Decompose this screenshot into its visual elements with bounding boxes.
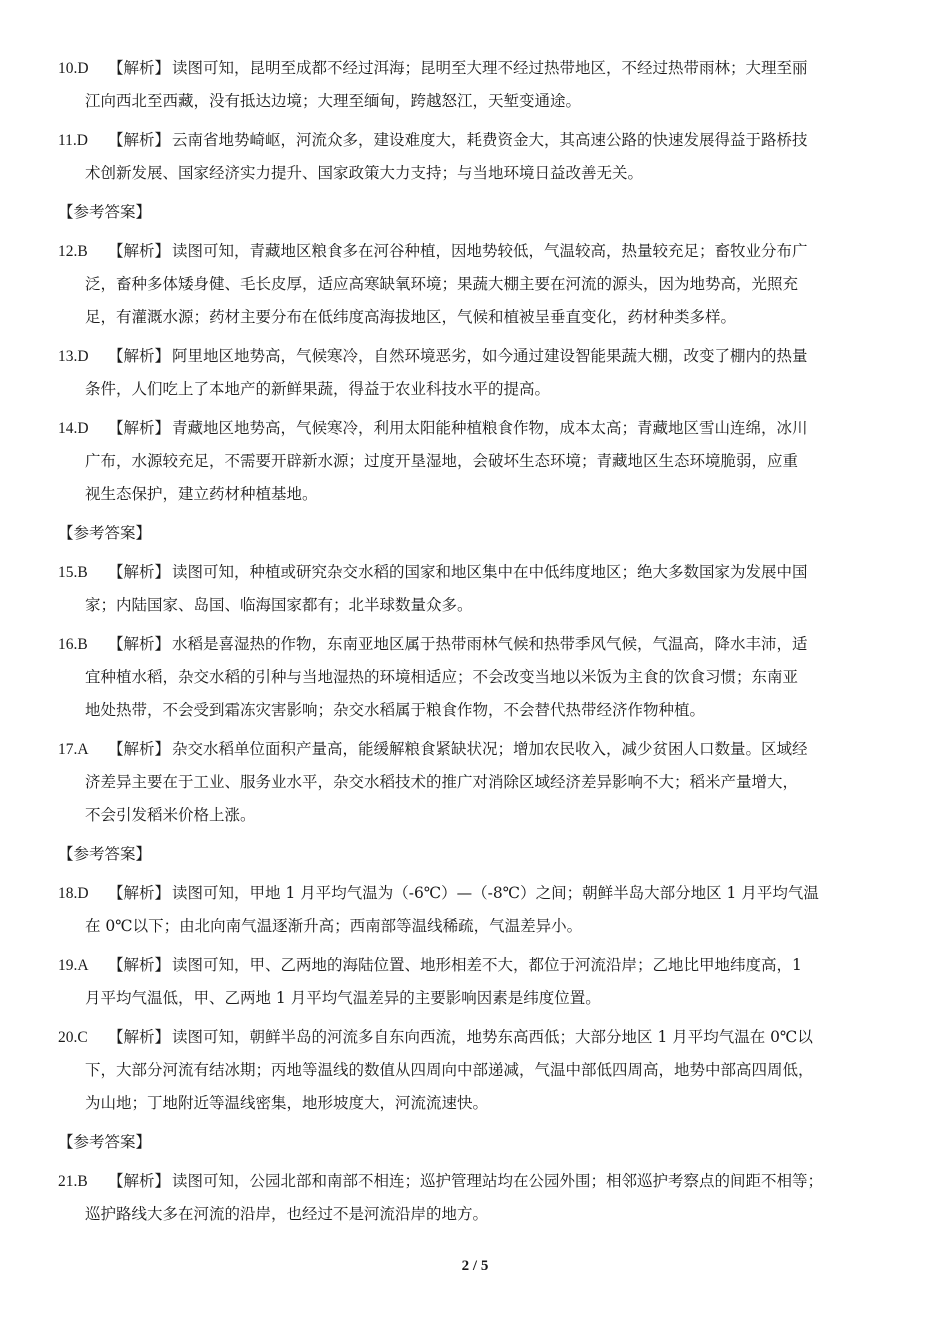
answer-item <box>58 628 892 727</box>
answer-text: 条件，人们吃上了本地产的新鲜果蔬，得益于农业科技水平的提高。 <box>85 380 551 398</box>
answer-line <box>58 877 892 910</box>
answer-text: 术创新发展、国家经济实力提升、国家政策大力支持；与当地环境日益改善无关。 <box>85 164 644 182</box>
answer-line <box>58 157 892 190</box>
answer-item <box>58 412 892 511</box>
answer-text: 读图可知，种植或研究杂交水稻的国家和地区集中在中低纬度地区；绝大多数国家为发展中国 <box>172 563 808 581</box>
answer-line <box>58 910 892 943</box>
question-number: 21.B <box>58 1173 88 1190</box>
answer-text: 读图可知，公园北部和南部不相连；巡护管理站均在公园外围；相邻巡护考察点的间距不相等； <box>172 1172 824 1190</box>
analysis-tag: 【解析】 <box>108 563 171 581</box>
question-number: 13.D <box>58 348 89 365</box>
answer-text: 读图可知，朝鲜半岛的河流多自东向西流，地势东高西低；大部分地区 1 月平均气温在 0℃以 <box>172 1028 813 1046</box>
answer-line <box>58 1087 892 1120</box>
answer-line <box>58 733 892 766</box>
answer-text: 云南省地势崎岖，河流众多，建设难度大，耗费资金大，其高速公路的快速发展得益于路桥技 <box>172 131 808 149</box>
analysis-tag: 【解析】 <box>108 884 171 902</box>
answer-text: 为山地；丁地附近等温线密集，地形坡度大，河流流速快。 <box>85 1094 489 1112</box>
answer-line <box>58 661 892 694</box>
answer-text: 在 0℃以下；由北向南气温逐渐升高；西南部等温线稀疏，气温差异小。 <box>85 917 583 935</box>
analysis-tag: 【解析】 <box>108 59 171 77</box>
answer-text: 青藏地区地势高，气候寒冷，利用太阳能种植粮食作物，成本太高；青藏地区雪山连绵，冰川 <box>172 419 808 437</box>
answer-line <box>58 478 892 511</box>
question-number: 10.D <box>58 60 89 77</box>
answer-line <box>58 1198 892 1231</box>
answer-item <box>58 556 892 622</box>
analysis-tag: 【解析】 <box>108 419 171 437</box>
answer-line <box>58 799 892 832</box>
answer-item <box>58 1021 892 1120</box>
answer-text: 读图可知，昆明至成都不经过洱海；昆明至大理不经过热带地区，不经过热带雨林；大理至丽 <box>172 59 808 77</box>
analysis-tag: 【解析】 <box>108 131 171 149</box>
answer-text: 杂交水稻单位面积产量高，能缓解粮食紧缺状况；增加农民收入，减少贫困人口数量。区域经 <box>172 740 808 758</box>
answer-line <box>58 52 892 85</box>
section-heading: 【参考答案】 <box>58 524 152 542</box>
answer-line <box>58 1054 892 1087</box>
analysis-tag: 【解析】 <box>108 956 171 974</box>
answer-line <box>58 1021 892 1054</box>
question-number: 16.B <box>58 636 88 653</box>
answer-item <box>58 949 892 1015</box>
question-number: 14.D <box>58 420 89 437</box>
answer-item <box>58 124 892 190</box>
analysis-tag: 【解析】 <box>108 740 171 758</box>
answer-text: 广布，水源较充足，不需要开辟新水源；过度开垦湿地，会破坏生态环境；青藏地区生态环境脆弱，应重 <box>85 452 799 470</box>
answer-line <box>58 340 892 373</box>
answer-text: 宜种植水稻，杂交水稻的引种与当地湿热的环境相适应；不会改变当地以米饭为主食的饮食习惯；东南亚 <box>85 668 799 686</box>
page-number: 2 / 5 <box>461 1258 489 1274</box>
section-heading: 【参考答案】 <box>58 203 152 221</box>
answer-line <box>58 373 892 406</box>
answer-text: 阿里地区地势高，气候寒冷，自然环境恶劣，如今通过建设智能果蔬大棚，改变了棚内的热量 <box>172 347 808 365</box>
question-number: 17.A <box>58 741 89 758</box>
answer-text: 月平均气温低，甲、乙两地 1 月平均气温差异的主要影响因素是纬度位置。 <box>85 989 601 1007</box>
answer-text: 读图可知，甲、乙两地的海陆位置、地形相差不大，都位于河流沿岸；乙地比甲地纬度高，1 <box>172 956 802 974</box>
answer-item <box>58 235 892 334</box>
answer-line <box>58 589 892 622</box>
analysis-tag: 【解析】 <box>108 1028 171 1046</box>
answer-line <box>58 301 892 334</box>
answer-line <box>58 445 892 478</box>
answer-line <box>58 556 892 589</box>
answer-line <box>58 85 892 118</box>
answer-item <box>58 52 892 118</box>
question-number: 19.A <box>58 957 89 974</box>
question-number: 15.B <box>58 564 88 581</box>
answer-text: 读图可知，甲地 1 月平均气温为（-6℃）—（-8℃）之间；朝鲜半岛大部分地区 1 月平均气温 <box>172 884 819 902</box>
answer-text: 江向西北至西藏，没有抵达边境；大理至缅甸，跨越怒江，天堑变通途。 <box>85 92 582 110</box>
answer-line <box>58 982 892 1015</box>
analysis-tag: 【解析】 <box>108 242 171 260</box>
answer-line <box>58 235 892 268</box>
answer-line <box>58 268 892 301</box>
question-number: 11.D <box>58 132 88 149</box>
answer-item <box>58 733 892 832</box>
question-number: 18.D <box>58 885 89 902</box>
answer-line <box>58 694 892 727</box>
answer-text: 家；内陆国家、岛国、临海国家都有；北半球数量众多。 <box>85 596 473 614</box>
analysis-tag: 【解析】 <box>108 1172 171 1190</box>
answer-text: 读图可知，青藏地区粮食多在河谷种植，因地势较低，气温较高，热量较充足；畜牧业分布广 <box>172 242 808 260</box>
analysis-tag: 【解析】 <box>108 347 171 365</box>
answer-text: 地处热带，不会受到霜冻灾害影响；杂交水稻属于粮食作物，不会替代热带经济作物种植。 <box>85 701 706 719</box>
answer-text: 视生态保护，建立药材种植基地。 <box>85 485 318 503</box>
answer-line <box>58 412 892 445</box>
answer-text: 济差异主要在于工业、服务业水平，杂交水稻技术的推广对消除区域经济差异影响不大；稻米产量增大， <box>85 773 799 791</box>
answer-item <box>58 877 892 943</box>
answer-text: 不会引发稻米价格上涨。 <box>85 806 256 824</box>
answer-line <box>58 124 892 157</box>
answer-text: 下，大部分河流有结冰期；丙地等温线的数值从四周向中部递减，气温中部低四周高，地势中部高四周低， <box>85 1061 814 1079</box>
question-number: 20.C <box>58 1029 88 1046</box>
section-heading: 【参考答案】 <box>58 845 152 863</box>
section-heading: 【参考答案】 <box>58 1133 152 1151</box>
document-body <box>58 52 892 1237</box>
answer-item <box>58 340 892 406</box>
answer-text: 水稻是喜湿热的作物，东南亚地区属于热带雨林气候和热带季风气候，气温高，降水丰沛，适 <box>172 635 808 653</box>
answer-line <box>58 1165 892 1198</box>
analysis-tag: 【解析】 <box>108 635 171 653</box>
answer-line <box>58 949 892 982</box>
question-number: 12.B <box>58 243 88 260</box>
answer-text: 泛，畜种多体矮身健、毛长皮厚，适应高寒缺氧环境；果蔬大棚主要在河流的源头，因为地势高，光照充 <box>85 275 799 293</box>
answer-line <box>58 766 892 799</box>
answer-text: 巡护路线大多在河流的沿岸，也经过不是河流沿岸的地方。 <box>85 1205 489 1223</box>
answer-item <box>58 1165 892 1231</box>
answer-line <box>58 628 892 661</box>
answer-text: 足，有灌溉水源；药材主要分布在低纬度高海拔地区，气候和植被呈垂直变化，药材种类多样。 <box>85 308 737 326</box>
